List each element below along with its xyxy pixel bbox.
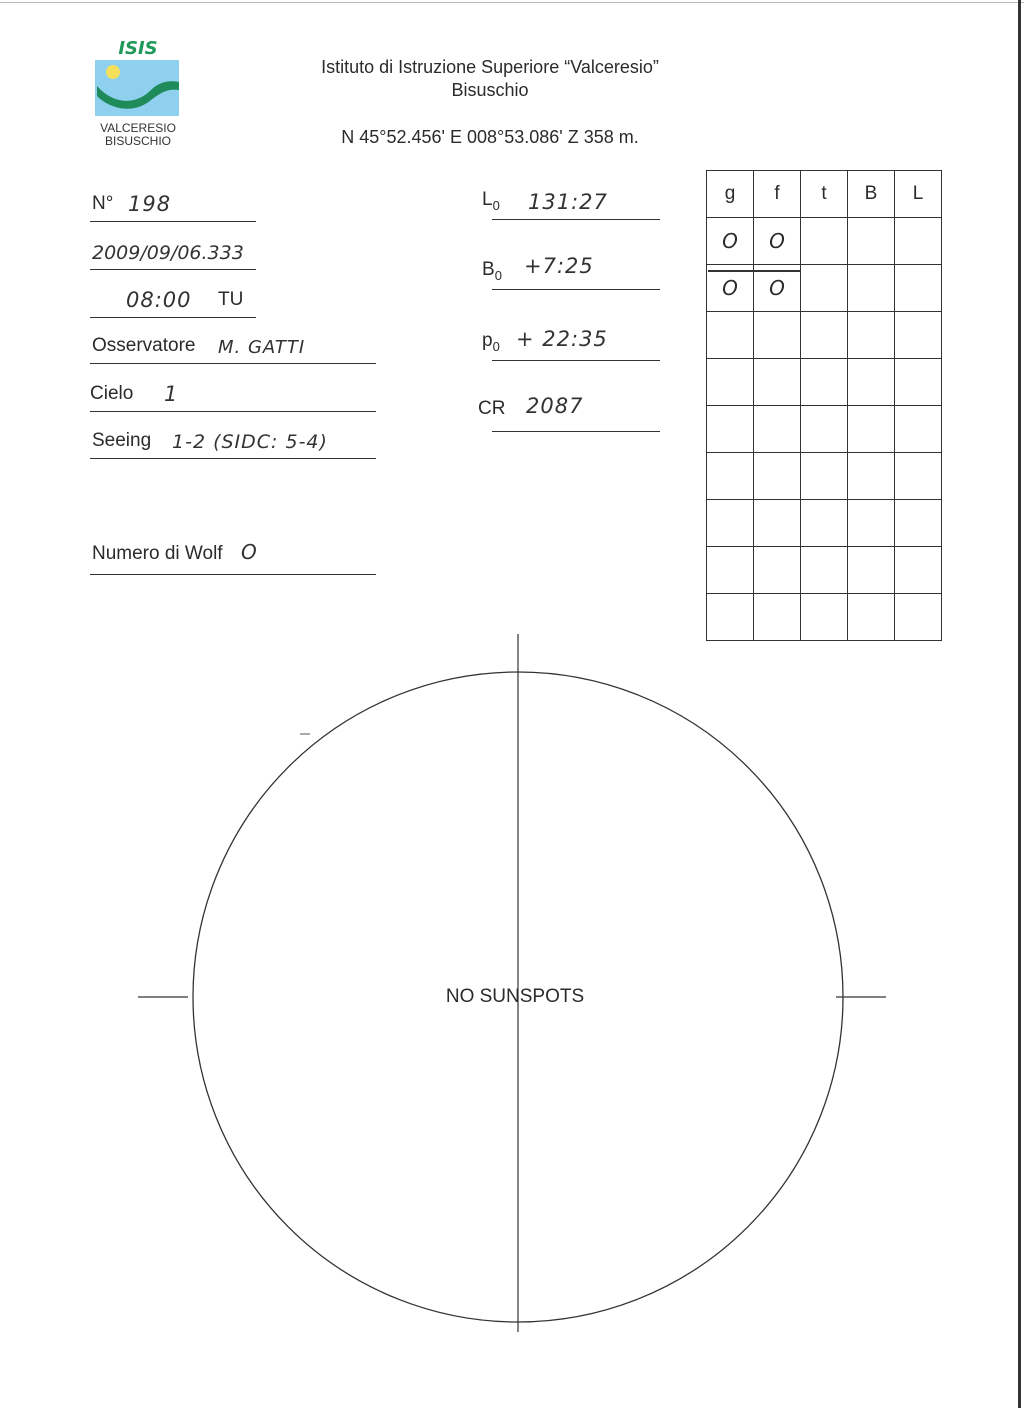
table-cell[interactable] — [754, 406, 801, 453]
wolf-value: O — [241, 540, 258, 564]
seeing-value: 1-2 (SIDC: 5-4) — [172, 431, 328, 453]
number-field — [90, 184, 256, 222]
b0-label: $B_0$ — [482, 259, 502, 283]
wolf-label: Numero di Wolf — [92, 543, 223, 564]
l0-label: $L_0$ — [482, 189, 500, 213]
p0-label: $p_0$ — [482, 330, 500, 354]
page-right-edge — [1018, 0, 1021, 1408]
observation-table — [706, 170, 942, 641]
logo-caption — [92, 122, 184, 148]
sky-label: Cielo — [90, 383, 134, 404]
table-cell[interactable] — [848, 453, 895, 500]
column-header-t: t — [801, 171, 848, 218]
logo-sun-wave-icon — [95, 60, 179, 116]
table-row — [707, 359, 942, 406]
p0-underline — [492, 360, 660, 361]
observer-underline — [90, 363, 376, 364]
l0-field — [480, 182, 660, 220]
svg-text:ISIS: ISIS — [118, 38, 158, 59]
date-value: 2009/09/06.333 — [92, 242, 244, 264]
table-cell[interactable] — [801, 500, 848, 547]
observer-value: M. GATTI — [218, 337, 306, 358]
logo-caption-line1: VALCERESIO — [100, 121, 176, 135]
table-cell[interactable] — [848, 547, 895, 594]
date-field — [90, 232, 256, 270]
table-header-row — [707, 171, 942, 218]
table-row — [707, 312, 942, 359]
table-row — [707, 453, 942, 500]
number-value: 198 — [128, 192, 172, 216]
sky-value: 1 — [164, 382, 179, 406]
school-logo — [92, 38, 184, 153]
seeing-field — [90, 421, 376, 459]
number-label: N° — [92, 193, 114, 214]
table-cell[interactable]: O — [707, 218, 754, 265]
column-header-g: g — [707, 171, 754, 218]
table-cell[interactable] — [895, 218, 942, 265]
column-header-l: L — [895, 171, 942, 218]
table-cell[interactable] — [801, 265, 848, 312]
table-cell[interactable] — [801, 218, 848, 265]
sky-field — [90, 374, 376, 412]
seeing-underline — [90, 458, 376, 459]
table-cell[interactable] — [707, 500, 754, 547]
table-cell[interactable] — [801, 406, 848, 453]
table-cell[interactable] — [895, 453, 942, 500]
table-cell[interactable] — [895, 547, 942, 594]
date-underline — [90, 269, 256, 270]
table-cell[interactable] — [895, 312, 942, 359]
table-row — [707, 500, 942, 547]
table-cell[interactable] — [754, 500, 801, 547]
seeing-label: Seeing — [92, 430, 152, 451]
table-cell[interactable] — [707, 453, 754, 500]
column-header-b: B — [848, 171, 895, 218]
table-cell[interactable] — [801, 547, 848, 594]
table-cell[interactable] — [754, 453, 801, 500]
table-cell[interactable] — [848, 500, 895, 547]
table-cell[interactable] — [895, 594, 942, 641]
b0-value: +7:25 — [524, 254, 594, 278]
wolf-field — [92, 540, 392, 566]
table-separator-line — [708, 270, 800, 272]
table-cell[interactable] — [754, 547, 801, 594]
table-cell[interactable] — [895, 500, 942, 547]
cr-underline — [492, 431, 660, 432]
l0-value: 131:27 — [528, 190, 608, 214]
table-cell[interactable] — [895, 359, 942, 406]
table-cell[interactable] — [754, 359, 801, 406]
sky-underline — [90, 411, 376, 412]
table-cell[interactable] — [801, 453, 848, 500]
institute-name: Istituto di Istruzione Superiore “Valceresio” — [321, 57, 659, 77]
table-cell[interactable] — [848, 265, 895, 312]
isis-logo-mark-icon — [92, 38, 184, 62]
observer-label: Osservatore — [92, 335, 196, 356]
time-unit: TU — [218, 289, 244, 310]
column-header-f: f — [754, 171, 801, 218]
table-cell[interactable] — [848, 312, 895, 359]
number-underline — [90, 221, 256, 222]
observatory-coordinates: N 45°52.456' E 008°53.086' Z 358 m. — [341, 127, 639, 147]
table-cell[interactable] — [754, 312, 801, 359]
no-sunspots-note: NO SUNSPOTS — [445, 986, 585, 1007]
table-cell[interactable]: O — [754, 218, 801, 265]
solar-disk-drawing — [130, 630, 900, 1340]
cr-label: CR — [478, 398, 506, 419]
table-cell[interactable] — [707, 406, 754, 453]
logo-caption-line2: BISUSCHIO — [104, 134, 171, 148]
table-cell[interactable] — [801, 359, 848, 406]
time-underline — [90, 317, 256, 318]
p0-value: + 22:35 — [516, 327, 608, 351]
observer-field — [90, 326, 376, 364]
table-cell[interactable] — [707, 547, 754, 594]
table-cell[interactable] — [848, 406, 895, 453]
table-cell[interactable] — [895, 265, 942, 312]
time-value: 08:00 — [126, 288, 192, 312]
table-cell[interactable] — [707, 312, 754, 359]
table-cell[interactable] — [848, 359, 895, 406]
table-row — [707, 406, 942, 453]
table-cell[interactable] — [848, 218, 895, 265]
table-cell[interactable] — [895, 406, 942, 453]
l0-underline — [492, 219, 660, 220]
cr-value: 2087 — [526, 394, 584, 418]
logo-sky-box — [95, 60, 179, 116]
table-row — [707, 547, 942, 594]
table-cell[interactable] — [707, 359, 754, 406]
table-cell[interactable]: O — [707, 265, 754, 312]
page-top-edge — [0, 2, 1024, 3]
time-field — [90, 280, 256, 318]
wolf-underline — [90, 574, 376, 575]
b0-underline — [492, 289, 660, 290]
table-cell[interactable]: O — [754, 265, 801, 312]
p0-field — [480, 323, 660, 361]
header — [280, 56, 700, 102]
table-cell[interactable] — [801, 312, 848, 359]
cr-field — [478, 394, 660, 432]
table-row — [707, 218, 942, 265]
institute-town: Bisuschio — [451, 80, 529, 100]
b0-field — [480, 252, 660, 290]
